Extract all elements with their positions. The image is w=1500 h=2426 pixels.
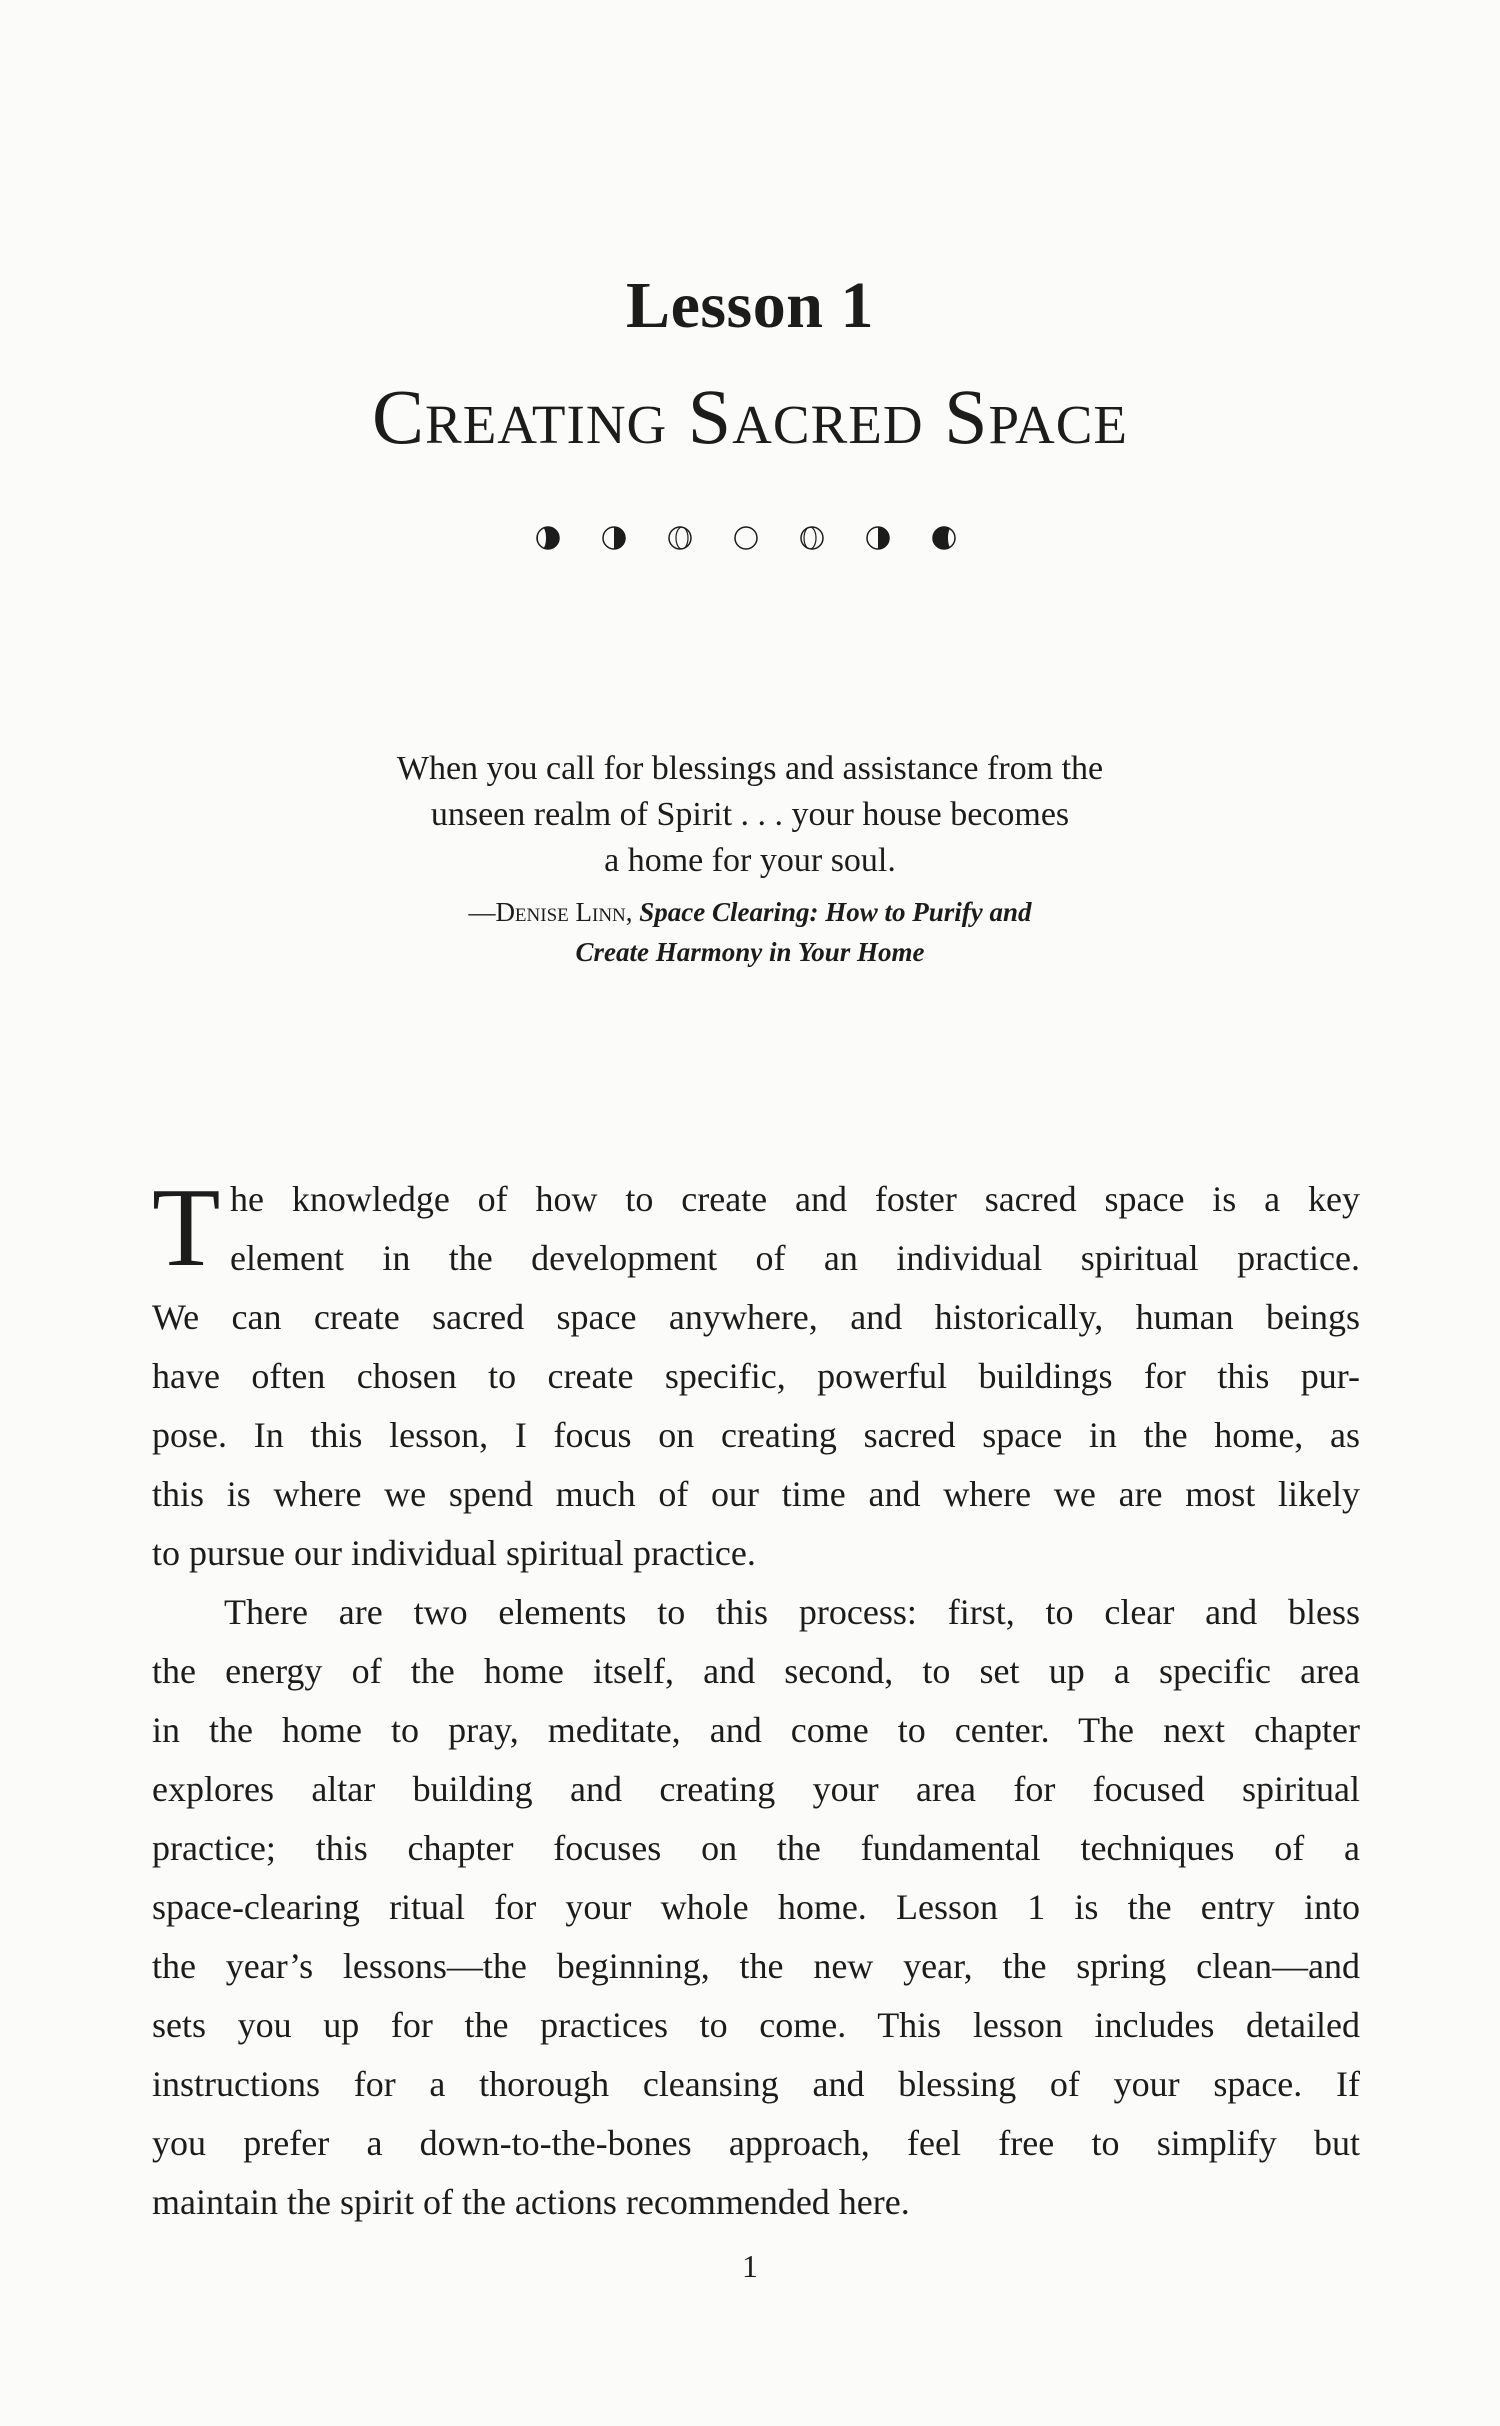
paragraph-1-line: have often chosen to create specific, powerful buildings for this pur- bbox=[152, 1356, 1360, 1396]
paragraph-2-line: maintain the spirit of the actions recommended here. bbox=[152, 2182, 910, 2222]
epigraph-line: a home for your soul. bbox=[604, 842, 896, 879]
chapter-title: Creating Sacred Space bbox=[372, 373, 1128, 460]
paragraph-1-text: he knowledge of how to create and foster sacred space is a key bbox=[230, 1179, 1360, 1219]
moon-phase-ornament bbox=[528, 518, 968, 558]
paragraph-2-line: sets you up for the practices to come. This lesson includes detailed bbox=[152, 2005, 1360, 2045]
paragraph-2-line: practice; this chapter focuses on the fundamental techniques of a bbox=[152, 1828, 1360, 1868]
lesson-number: Lesson 1 bbox=[626, 269, 874, 342]
body-text bbox=[152, 1166, 1360, 2232]
paragraph-2-line: you prefer a down-to-the-bones approach, feel free to simplify but bbox=[152, 2123, 1360, 2163]
paragraph-1-line: this is where we spend much of our time and where we are most likely bbox=[152, 1474, 1360, 1514]
page-number: 1 bbox=[742, 2248, 758, 2284]
epigraph-line: When you call for blessings and assistance from the bbox=[396, 750, 1104, 787]
first-quarter-icon bbox=[603, 527, 625, 549]
paragraph-2-line: in the home to pray, meditate, and come to center. The next chapter bbox=[152, 1710, 1360, 1750]
epigraph-attribution bbox=[300, 892, 1200, 972]
drop-cap: T bbox=[152, 1166, 221, 1290]
epigraph-quote bbox=[300, 746, 1200, 884]
attribution-book-title: Space Clearing: How to Purify and bbox=[639, 897, 1032, 927]
paragraph-1-line: element in the development of an individual spiritual practice. bbox=[230, 1238, 1360, 1278]
paragraph-1-line: pose. In this lesson, I focus on creating sacred space in the home, as bbox=[152, 1415, 1360, 1455]
waning-gibbous-icon bbox=[801, 527, 823, 549]
full-moon-icon bbox=[735, 527, 757, 549]
waning-crescent-icon bbox=[933, 527, 956, 549]
attribution-author: Denise Linn, bbox=[495, 897, 633, 927]
paragraph-2-line: There are two elements to this process: first, to clear and bless bbox=[224, 1592, 1360, 1632]
paragraph-1-line: We can create sacred space anywhere, and historically, human beings bbox=[152, 1297, 1360, 1337]
paragraph-2-line: instructions for a thorough cleansing and blessing of your space. If bbox=[152, 2064, 1360, 2104]
paragraph-1-line: to pursue our individual spiritual practice. bbox=[152, 1533, 756, 1573]
paragraph-2-line: the energy of the home itself, and second, to set up a specific area bbox=[152, 1651, 1360, 1691]
waxing-gibbous-icon bbox=[669, 527, 691, 549]
attribution-dash: — bbox=[468, 897, 496, 927]
attribution-book-title-continued: Create Harmony in Your Home bbox=[575, 937, 925, 967]
last-quarter-icon bbox=[867, 527, 889, 549]
epigraph-line: unseen realm of Spirit . . . your house becomes bbox=[430, 796, 1070, 833]
paragraph-2-line: the year’s lessons—the beginning, the new year, the spring clean—and bbox=[152, 1946, 1360, 1986]
paragraph-2-line: space-clearing ritual for your whole home. Lesson 1 is the entry into bbox=[152, 1887, 1360, 1927]
waxing-crescent-icon bbox=[537, 527, 559, 549]
paragraph-2-line: explores altar building and creating your area for focused spiritual bbox=[152, 1769, 1360, 1809]
